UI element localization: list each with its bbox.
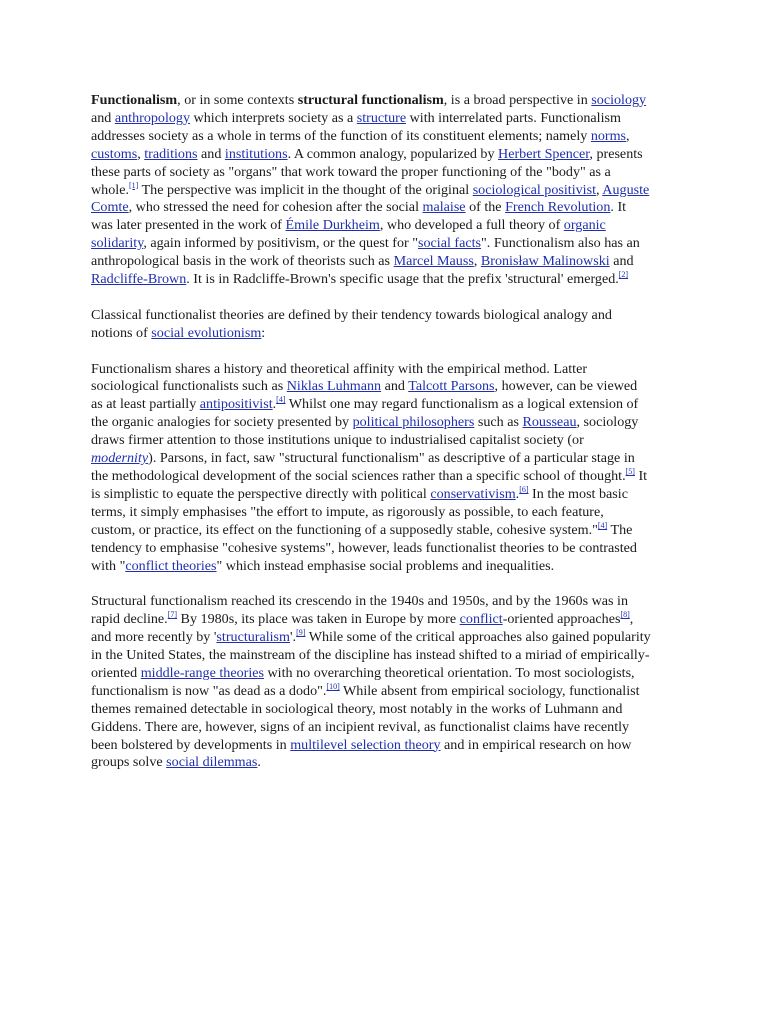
wiki-link[interactable]: anthropology: [114, 109, 191, 126]
wiki-link[interactable]: Herbert Spencer: [498, 145, 590, 162]
wiki-link[interactable]: Émile Durkheim: [285, 217, 380, 234]
text-run: , presents these parts of society as "organs" that work toward the proper functioning of the "body" as a whole.: [91, 145, 643, 198]
citation-link[interactable]: [8]: [620, 610, 630, 620]
text-run: Whilst one may regard functionalism as a logical extension of the organic analogies for society presented by: [91, 396, 639, 431]
text-run: The perspective was implicit in the thought of the original: [138, 181, 473, 198]
text-run: It is simplistic to equate the perspective directly with political: [91, 468, 648, 502]
text-run: ,: [137, 145, 145, 162]
citation-link[interactable]: [1]: [128, 180, 139, 190]
text-run: . A common analogy, popularized by: [287, 145, 499, 162]
wiki-link[interactable]: Rousseau: [522, 414, 577, 431]
wiki-link[interactable]: Talcott Parsons: [408, 378, 495, 395]
citation-link[interactable]: [9]: [296, 628, 306, 638]
wiki-link[interactable]: social dilemmas: [166, 754, 258, 771]
text-run: and: [609, 253, 634, 270]
paragraph-decline-and-revival: [91, 593, 651, 772]
text-run: such as: [474, 414, 523, 431]
citation-sup: [326, 682, 339, 691]
text-run: of the: [465, 199, 506, 216]
text-run: While absent from empirical sociology, functionalist themes remained detectable in sociological theory, most notably in the works of Luhmann and Giddens. There are, however, signs of an incipient revival, as functionalist claims have recently been bolstered by developments in: [91, 682, 640, 753]
wiki-link[interactable]: customs: [91, 145, 138, 162]
text-run: , or in some contexts: [177, 92, 298, 108]
text-run: Functionalism shares a history and theoretical affinity with the empirical method. Latter sociological functionalists such as: [91, 360, 588, 395]
wiki-link[interactable]: Marcel Mauss: [393, 253, 474, 270]
text-run: '.: [290, 629, 297, 646]
citation-sup: [598, 521, 607, 530]
wiki-link[interactable]: Auguste Comte: [91, 181, 650, 216]
text-run: . It is in Radcliffe-Brown's specific usage that the prefix 'structural' emerged.: [186, 271, 619, 288]
citation-link[interactable]: [4]: [276, 395, 286, 405]
citation-sup: [620, 610, 629, 619]
wiki-link[interactable]: conflict theories: [125, 557, 217, 574]
text-run: which interprets society as a: [190, 109, 357, 126]
citation-sup: [168, 610, 177, 619]
citation-link[interactable]: [10]: [326, 681, 340, 691]
text-run: , sociology draws firmer attention to those institutions unique to industrialised capitalist society (or: [91, 414, 639, 449]
wiki-link[interactable]: conservativism: [430, 485, 516, 502]
wiki-link[interactable]: malaise: [422, 199, 466, 216]
citation-sup: [129, 181, 138, 190]
citation-sup: [626, 467, 635, 476]
wiki-link[interactable]: traditions: [144, 145, 198, 162]
text-run: ,: [626, 127, 630, 144]
text-run: , who stressed the need for cohesion after the social: [128, 199, 423, 216]
citation-link[interactable]: [5]: [625, 467, 635, 476]
text-run: Structural functionalism reached its crescendo in the 1940s and 1950s, and by the 1960s was in rapid decline.: [91, 593, 629, 628]
wiki-link[interactable]: French Revolution: [505, 199, 611, 216]
text-run: and: [197, 145, 225, 162]
text-run: ,: [473, 253, 481, 270]
wiki-link[interactable]: multilevel selection theory: [290, 736, 441, 753]
text-run: ,: [596, 181, 603, 198]
wiki-link[interactable]: sociological positivist: [472, 181, 597, 198]
citation-link[interactable]: [6]: [519, 484, 529, 494]
wiki-link[interactable]: antipositivist: [199, 396, 273, 413]
wiki-link[interactable]: social evolutionism: [151, 324, 262, 341]
text-run: .: [257, 754, 261, 771]
text-run: In the most basic terms, it simply emphasises "the effort to impute, as rigorously as possible, to each feature, custom, or practice, its effect on the functioning of a supposedly stable, cohesive system.": [91, 485, 628, 538]
text-run: , who developed a full theory of: [379, 217, 564, 234]
wiki-link[interactable]: middle-range theories: [140, 664, 264, 681]
wiki-link[interactable]: Niklas Luhmann: [286, 378, 382, 395]
text-run: . It was later presented in the work of: [91, 199, 627, 234]
text-run: " which instead emphasise social problems and inequalities.: [216, 557, 555, 574]
text-run: :: [261, 324, 266, 341]
wiki-link[interactable]: conflict: [459, 611, 503, 628]
text-run: , and more recently by ': [91, 611, 634, 646]
text-run: and: [381, 378, 409, 395]
citation-link[interactable]: [2]: [618, 270, 629, 280]
paragraph-classical-theories: [91, 307, 651, 343]
paragraph-intro: [91, 92, 651, 289]
text-run: , however, can be viewed as at least partially: [91, 378, 638, 413]
wiki-link[interactable]: Bronisław Malinowski: [480, 253, 610, 270]
bold-term: Functionalism: [91, 92, 178, 108]
text-run: and in empirical research on how groups solve: [91, 736, 632, 771]
text-run: The tendency to emphasise "cohesive systems", however, leads functionalist theories to be contrasted with ": [91, 521, 637, 574]
wiki-link[interactable]: organic solidarity: [91, 217, 606, 252]
citation-sup: [619, 270, 628, 279]
text-run: While some of the critical approaches also gained popularity in the United States, the mainstream of the discipline has instead shifted to a miriad of empirically-oriented: [91, 629, 651, 681]
text-run: .: [515, 485, 520, 502]
text-run: ). Parsons, in fact, saw "structural functionalism" as descriptive of a particular stage in the methodological development of the social sciences rather than a specific school of thought.: [91, 450, 635, 484]
text-run: , is a broad perspective in: [443, 92, 592, 108]
citation-sup: [519, 485, 528, 494]
text-run: ". Functionalism also has an anthropological basis in the work of theorists such as: [91, 235, 640, 270]
wiki-link[interactable]: institutions: [224, 145, 288, 162]
text-run: and: [91, 109, 115, 126]
text-run: .: [272, 396, 277, 413]
text-run: Classical functionalist theories are defined by their tendency towards biological analogy and notions of: [91, 306, 612, 341]
text-run: , again informed by positivism, or the quest for ": [143, 235, 418, 252]
wiki-link[interactable]: sociology: [591, 92, 647, 108]
wiki-link[interactable]: social facts: [418, 235, 482, 252]
bold-term: structural functionalism: [297, 92, 444, 108]
citation-link[interactable]: [7]: [167, 610, 178, 620]
wiki-link[interactable]: structuralism: [216, 629, 291, 646]
wiki-link[interactable]: structure: [356, 109, 407, 126]
text-run: with interrelated parts. Functionalism addresses society as a whole in terms of the function of its constituent elements; namely: [91, 109, 621, 144]
text-run: with no overarching theoretical orientation. To most sociologists, functionalism is now "as dead as a dodo".: [91, 664, 635, 699]
article-body: [91, 92, 651, 790]
wiki-link[interactable]: political philosophers: [352, 414, 475, 431]
text-run: -oriented approaches: [502, 611, 621, 628]
citation-link[interactable]: [4]: [597, 520, 608, 530]
paragraph-empirical-method: [91, 361, 651, 576]
wiki-link[interactable]: modernity: [91, 450, 149, 467]
wiki-link[interactable]: norms: [590, 127, 627, 144]
text-run: By 1980s, its place was taken in Europe by more: [177, 611, 460, 628]
wiki-link[interactable]: Radcliffe-Brown: [91, 271, 187, 288]
